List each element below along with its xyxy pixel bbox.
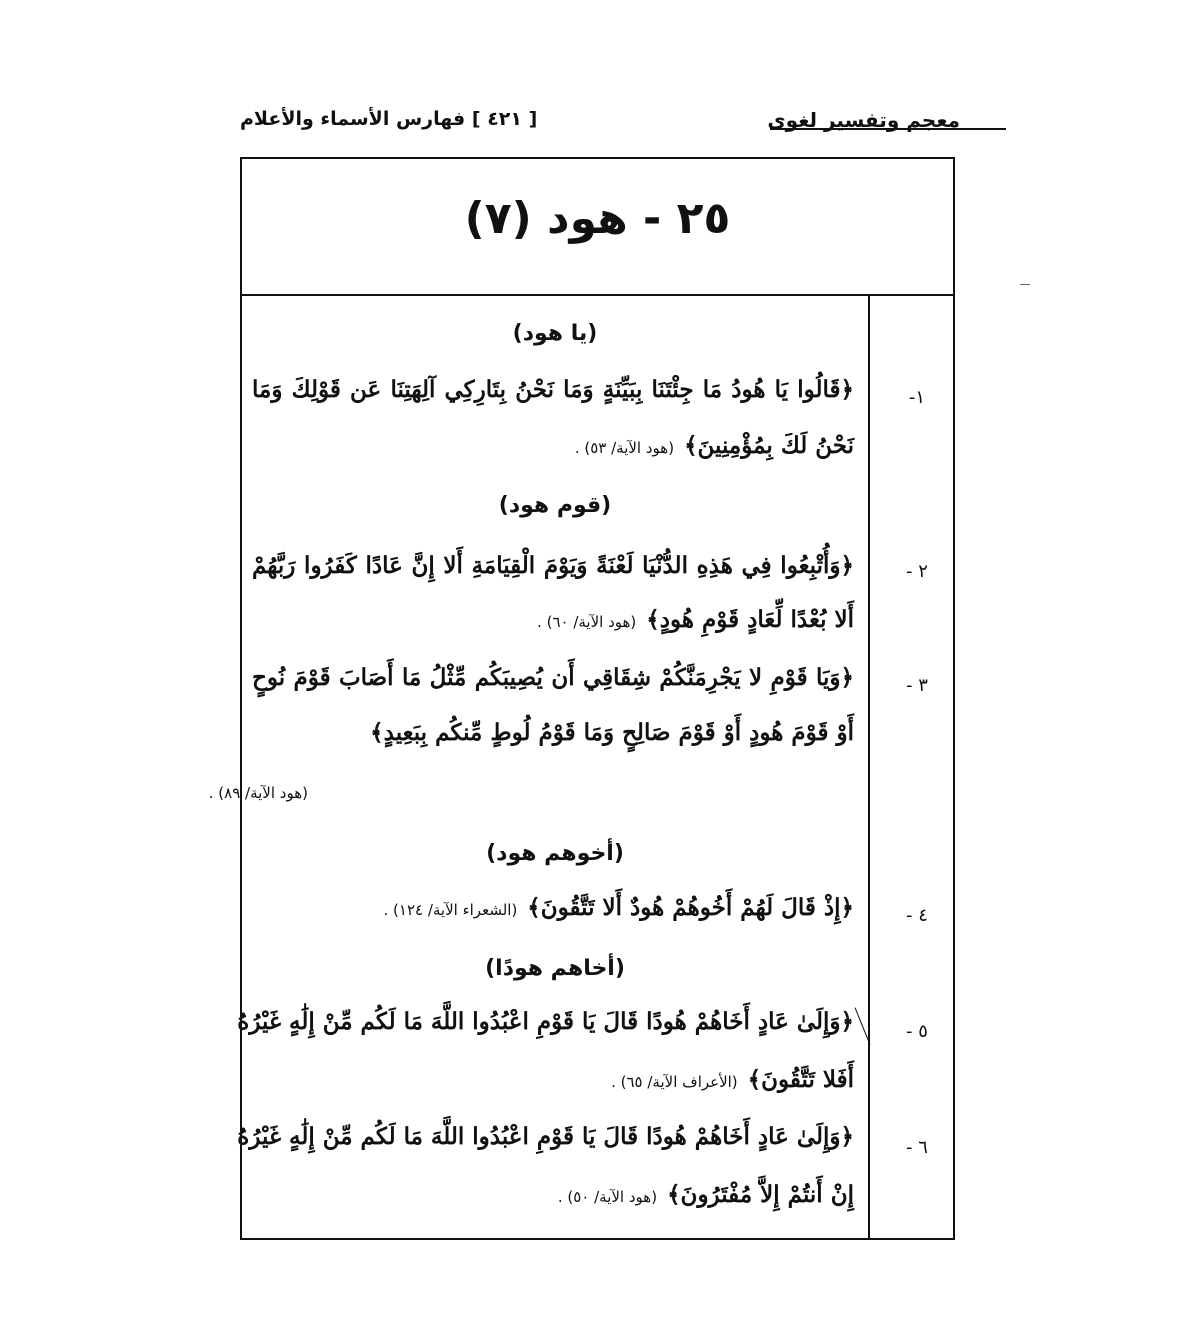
entry-1-line-2-text: نَحْنُ لَكَ بِمُؤْمِنِينَ﴾ [684,432,854,459]
entry-1-line-1: ﴿قَالُوا يَا هُودُ مَا جِئْتَنَا بِبَيِّنَةٍ وَمَا نَحْنُ بِتَارِكِي آلِهَتِنَا عَن قَوْلِكَ وَمَا [252,376,854,403]
entry-6-line-1: ﴿وَإِلَىٰ عَادٍ أَخَاهُمْ هُودًا قَالَ يَا قَوْمِ اعْبُدُوا اللَّهَ مَا لَكُم مِّنْ إِلَٰهٍ غَيْرُهُ [237,1123,854,1150]
column-divider [868,296,870,1238]
entry-3-line-2: أَوْ قَوْمَ هُودٍ أَوْ قَوْمَ صَالِحٍ وَمَا قَوْمُ لُوطٍ مِّنكُم بِبَعِيدٍ﴾ [370,719,854,746]
entries-column [208,296,868,1238]
entry-4-line-1 [252,894,854,921]
header-section [240,108,537,130]
entry-3-ref: (هود الآية/ ٨٩) . [208,784,308,802]
entry-number-2: ٢ - [906,561,928,582]
heading-qawm-hud: (قوم هود) [498,493,612,518]
page-title: ٢٥ - هود (٧) [464,193,731,244]
page-header [240,104,960,138]
page-number: [ ٤٢١ ] [471,108,538,130]
heading-akhahum-hudan: (أخاهم هودًا) [485,956,625,981]
title-row [242,159,953,296]
index-table [208,157,955,1240]
entry-5-line-2 [252,1066,854,1093]
entry-3-line-1: ﴿وَيَا قَوْمِ لا يَجْرِمَنَّكُمْ شِقَاقِي أَن يُصِيبَكُم مِّثْلُ مَا أَصَابَ قَوْمَ نُوحٍ [252,664,854,691]
entry-number-4: ٤ - [906,905,928,926]
entry-5-line-2-text: أَفَلا تَتَّقُونَ﴾ [747,1066,854,1093]
entry-number-5: ٥ - [906,1021,928,1042]
entry-number-1: ١- [908,387,926,408]
entry-6-line-2 [252,1181,854,1208]
entry-1-ref: (هود الآية/ ٥٣) . [574,439,675,457]
entry-2-line-2-text: أَلا بُعْدًا لِّعَادٍ قَوْمِ هُودٍ﴾ [646,606,854,633]
scan-speck [1020,284,1030,285]
entry-4-line-1-text: ﴿إِذْ قَالَ لَهُمْ أَخُوهُمْ هُودٌ أَلا تَتَّقُونَ﴾ [527,894,854,921]
entry-6-line-2-text: إِنْ أَنتُمْ إِلاَّ مُفْتَرُونَ﴾ [667,1181,854,1208]
entry-5-line-1: ﴿وَإِلَىٰ عَادٍ أَخَاهُمْ هُودًا قَالَ يَا قَوْمِ اعْبُدُوا اللَّهَ مَا لَكُم مِّنْ إِلَٰهٍ غَيْرُهُ [237,1008,854,1035]
entry-2-line-2 [252,606,854,633]
entry-6-ref: (هود الآية/ ٥٠) . [557,1188,658,1206]
entry-5-ref: (الأعراف الآية/ ٦٥) . [611,1073,738,1091]
entry-2-ref: (هود الآية/ ٦٠) . [537,613,637,631]
entry-number-6: ٦ - [906,1137,928,1158]
section-title: فهارس الأسماء والأعلام [240,108,466,130]
heading-akhuhum-hud: (أخوهم هود) [486,841,624,866]
entry-number-3: ٣ - [906,675,928,696]
entry-2-line-1: ﴿وَأُتْبِعُوا فِي هَذِهِ الدُّنْيَا لَعْنَةً وَيَوْمَ الْقِيَامَةِ أَلا إِنَّ عَادًا كَفَرُوا رَبَّهُمْ [252,552,854,579]
heading-ya-hud: (يا هود) [512,321,598,346]
header-rule [770,128,1006,130]
entry-1-line-2 [252,432,854,459]
book-title: معجم وتفسير لغوى [767,108,960,132]
entry-4-ref: (الشعراء الآية/ ١٢٤) . [383,901,518,919]
